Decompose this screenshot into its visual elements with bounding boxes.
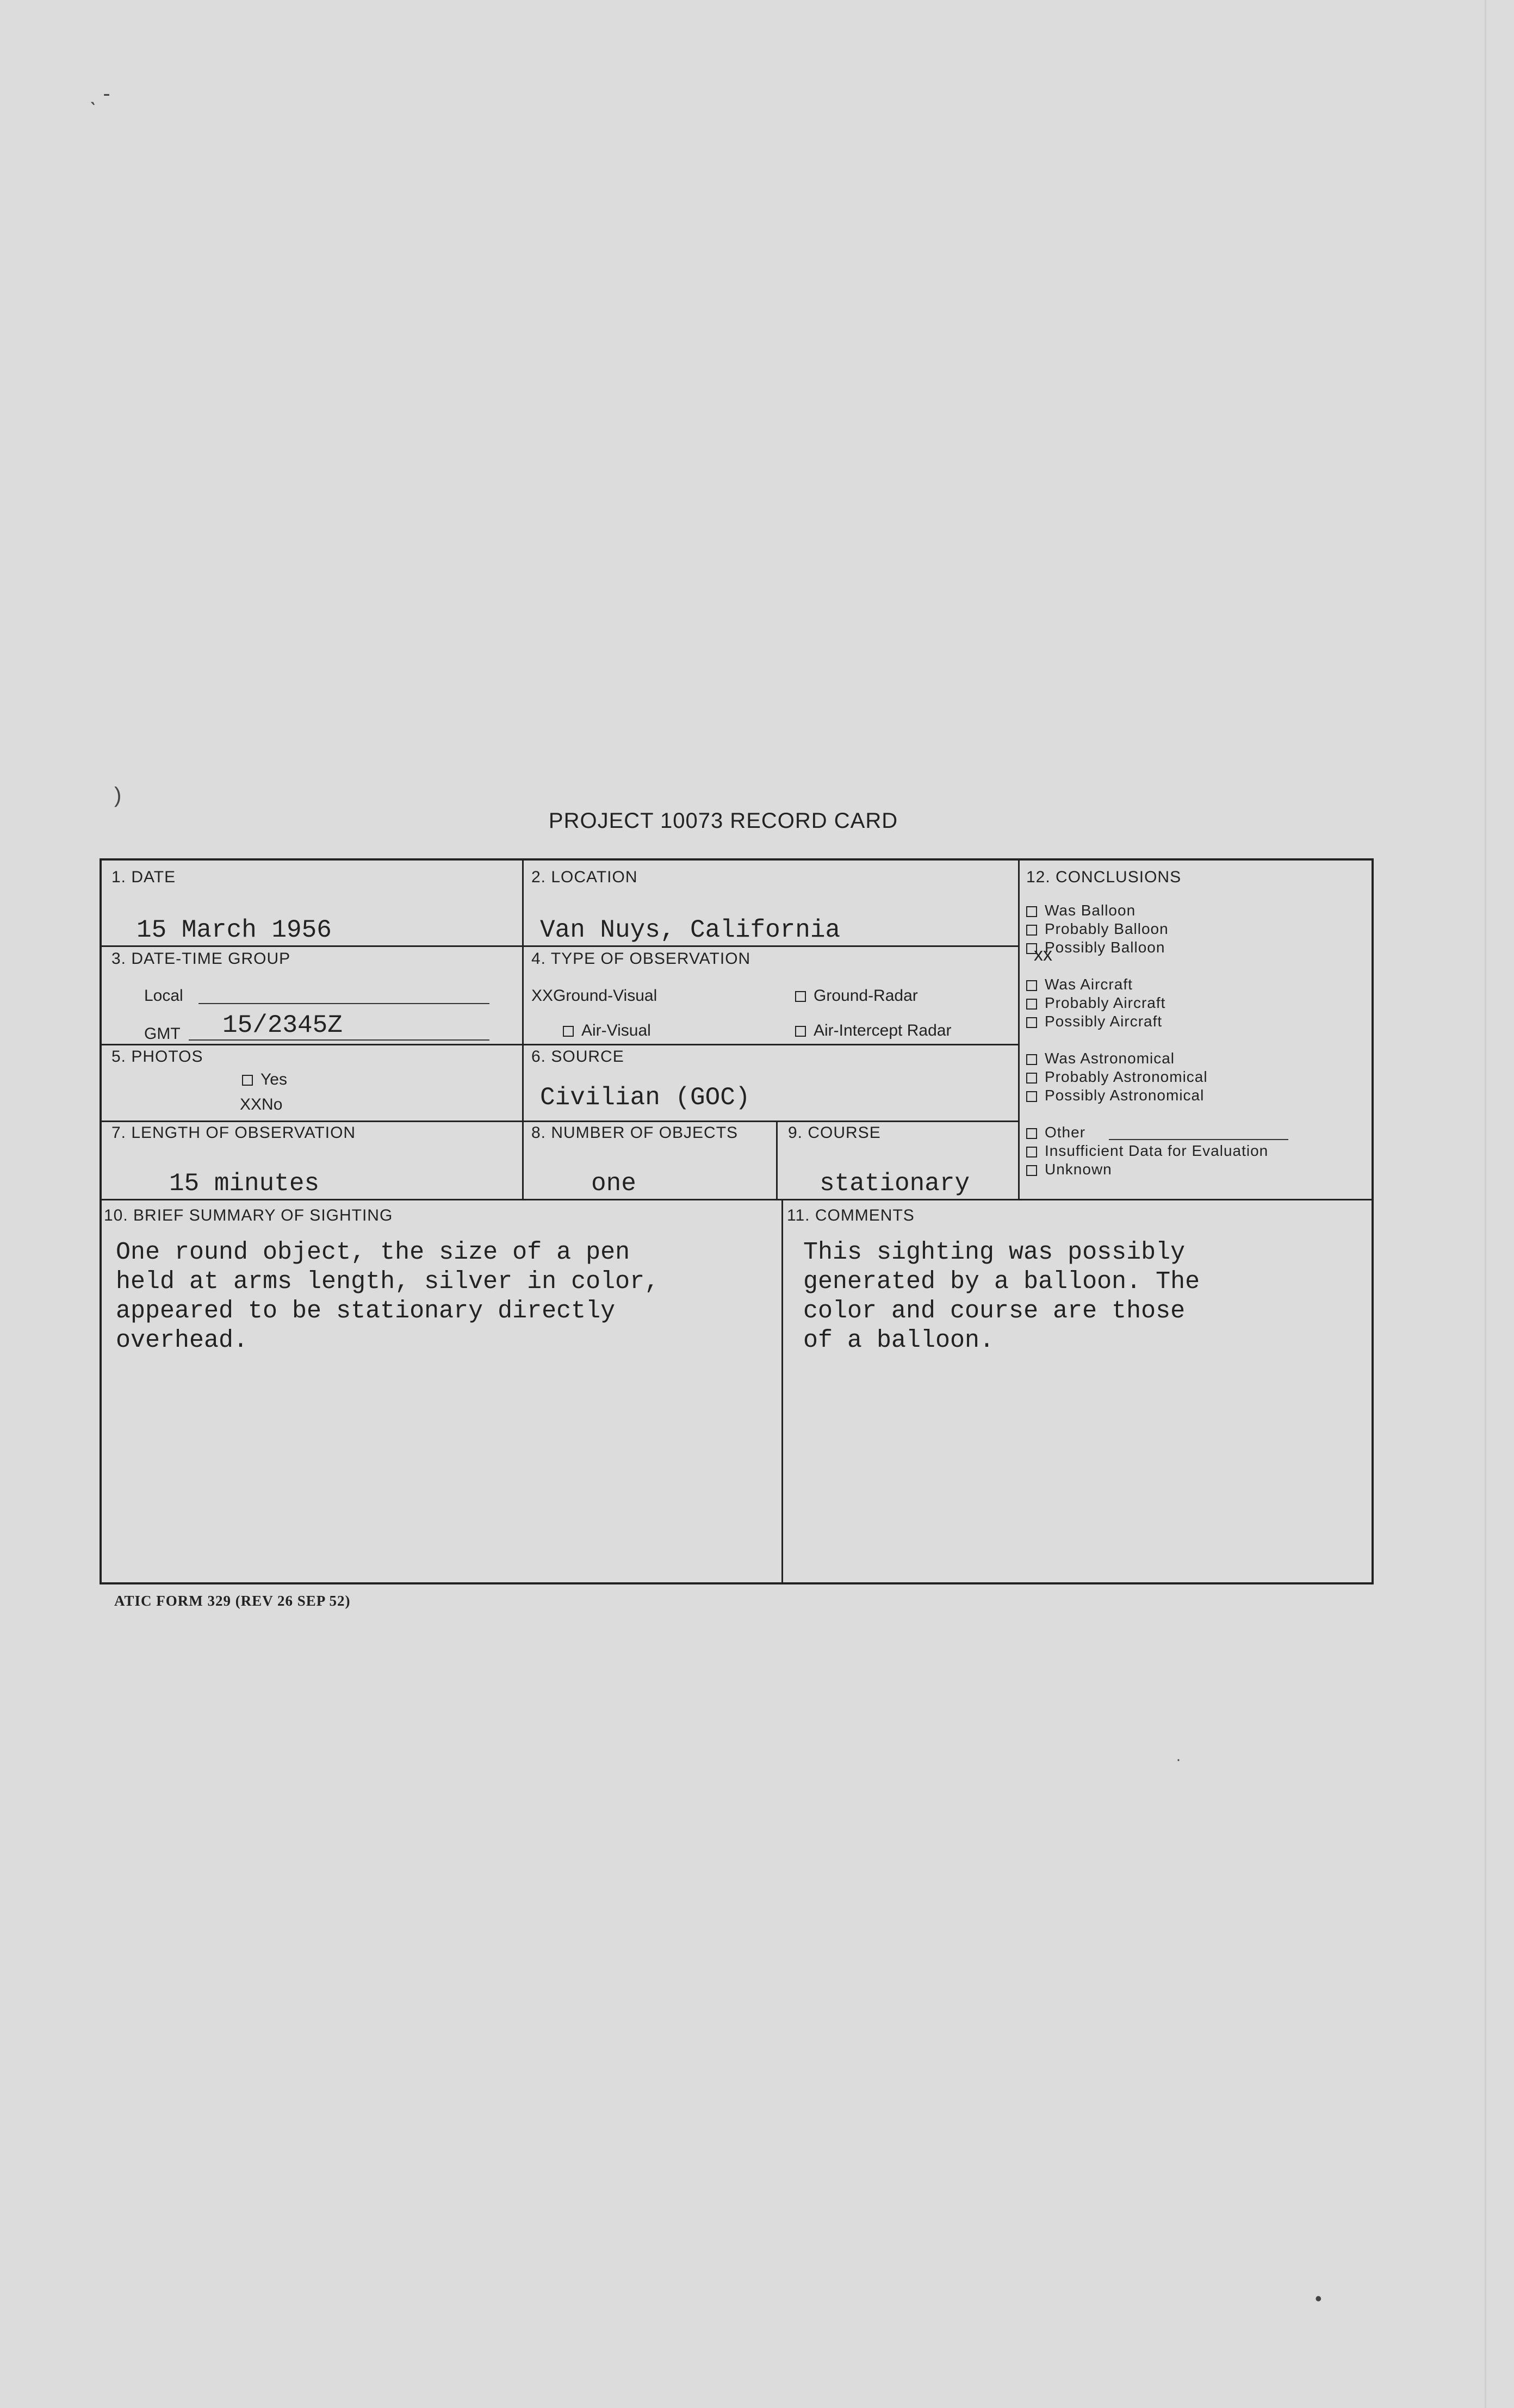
- objects-label: 8. NUMBER OF OBJECTS: [531, 1124, 739, 1142]
- checkbox-icon: [1026, 1054, 1037, 1065]
- checkbox-icon: [1026, 1073, 1037, 1084]
- conclusion-unknown[interactable]: Unknown: [1026, 1161, 1112, 1178]
- summary-text: One round object, the size of a pen held at arms length, silver in color, appeared to be stationary directly overhead.: [116, 1239, 660, 1354]
- observation-type-label: 4. TYPE OF OBSERVATION: [531, 950, 751, 968]
- checkbox-icon: [1026, 925, 1037, 936]
- card-title: PROJECT 10073 RECORD CARD: [548, 809, 898, 833]
- form-id: ATIC FORM 329 (REV 26 SEP 52): [114, 1593, 351, 1609]
- option-photos-yes[interactable]: Yes: [242, 1070, 287, 1089]
- scan-speck: •: [1315, 2287, 1322, 2310]
- option-ground-radar[interactable]: Ground-Radar: [795, 987, 918, 1005]
- option-ground-visual[interactable]: XXGround-Visual: [531, 987, 657, 1005]
- local-label: Local: [144, 987, 183, 1005]
- page-edge: [1485, 0, 1486, 2408]
- checkbox-icon: [1026, 1128, 1037, 1139]
- conclusion-insufficient-data[interactable]: Insufficient Data for Evaluation: [1026, 1142, 1268, 1160]
- conclusion-possibly-aircraft[interactable]: Possibly Aircraft: [1026, 1013, 1162, 1030]
- local-underline: [198, 1003, 489, 1004]
- date-value: 15 March 1956: [136, 916, 332, 944]
- checkbox-icon: [1026, 1017, 1037, 1028]
- conclusion-was-astronomical[interactable]: Was Astronomical: [1026, 1050, 1175, 1067]
- scan-speck: ˎ ‐: [90, 82, 110, 106]
- summary-label: 10. BRIEF SUMMARY OF SIGHTING: [104, 1206, 393, 1224]
- divider: [776, 1121, 778, 1199]
- scan-speck: ·: [1176, 1750, 1181, 1768]
- conclusion-possibly-astronomical[interactable]: Possibly Astronomical: [1026, 1087, 1204, 1104]
- possibly-balloon-mark: xx: [1034, 944, 1052, 965]
- length-value: 15 minutes: [169, 1169, 320, 1198]
- conclusion-probably-aircraft[interactable]: Probably Aircraft: [1026, 994, 1165, 1012]
- scan-speck: ): [114, 783, 122, 807]
- objects-value: one: [591, 1169, 636, 1198]
- conclusion-was-balloon[interactable]: Was Balloon: [1026, 902, 1136, 919]
- divider: [522, 861, 524, 1199]
- checkbox-icon: [1026, 1147, 1037, 1157]
- course-label: 9. COURSE: [788, 1124, 881, 1142]
- checkbox-icon: [563, 1026, 574, 1037]
- comments-label: 11. COMMENTS: [787, 1206, 915, 1224]
- divider: [781, 1199, 783, 1584]
- source-value: Civilian (GOC): [540, 1084, 750, 1112]
- checkbox-icon: [1026, 980, 1037, 991]
- divider: [102, 1199, 1372, 1200]
- checkbox-icon: [1026, 906, 1037, 917]
- option-photos-no[interactable]: XXNo: [240, 1095, 283, 1113]
- conclusion-possibly-balloon[interactable]: Possibly Balloon: [1026, 939, 1165, 956]
- conclusion-probably-astronomical[interactable]: Probably Astronomical: [1026, 1068, 1208, 1086]
- source-label: 6. SOURCE: [531, 1048, 624, 1066]
- conclusions-label: 12. CONCLUSIONS: [1026, 868, 1182, 886]
- checkbox-icon: [795, 991, 806, 1002]
- other-underline: [1109, 1139, 1288, 1140]
- checkbox-icon: [795, 1026, 806, 1037]
- gmt-underline: [189, 1039, 489, 1041]
- location-label: 2. LOCATION: [531, 868, 638, 886]
- datetime-group-label: 3. DATE-TIME GROUP: [111, 950, 291, 968]
- divider: [102, 1044, 1018, 1045]
- comments-text: This sighting was possibly generated by a balloon. The color and course are those of a balloon.: [803, 1239, 1200, 1354]
- checkbox-icon: [1026, 999, 1037, 1010]
- date-label: 1. DATE: [111, 868, 176, 886]
- divider: [1018, 861, 1020, 1199]
- course-value: stationary: [820, 1169, 970, 1198]
- gmt-value: 15/2345Z: [222, 1011, 343, 1039]
- conclusion-probably-balloon[interactable]: Probably Balloon: [1026, 920, 1169, 938]
- photos-label: 5. PHOTOS: [111, 1048, 203, 1066]
- gmt-label: GMT: [144, 1025, 181, 1043]
- record-card: [100, 858, 1374, 1584]
- conclusion-other[interactable]: Other: [1026, 1124, 1085, 1141]
- option-air-intercept-radar[interactable]: Air-Intercept Radar: [795, 1022, 951, 1040]
- checkbox-icon: [1026, 1091, 1037, 1102]
- checkbox-icon: [1026, 1165, 1037, 1176]
- check-mark: XX: [531, 987, 554, 1005]
- divider: [102, 1121, 1018, 1122]
- location-value: Van Nuys, California: [540, 916, 841, 944]
- length-label: 7. LENGTH OF OBSERVATION: [111, 1124, 356, 1142]
- divider: [102, 945, 1018, 947]
- conclusion-was-aircraft[interactable]: Was Aircraft: [1026, 976, 1133, 993]
- checkbox-icon: [242, 1075, 253, 1086]
- check-mark: XX: [240, 1095, 262, 1113]
- option-air-visual[interactable]: Air-Visual: [563, 1022, 651, 1040]
